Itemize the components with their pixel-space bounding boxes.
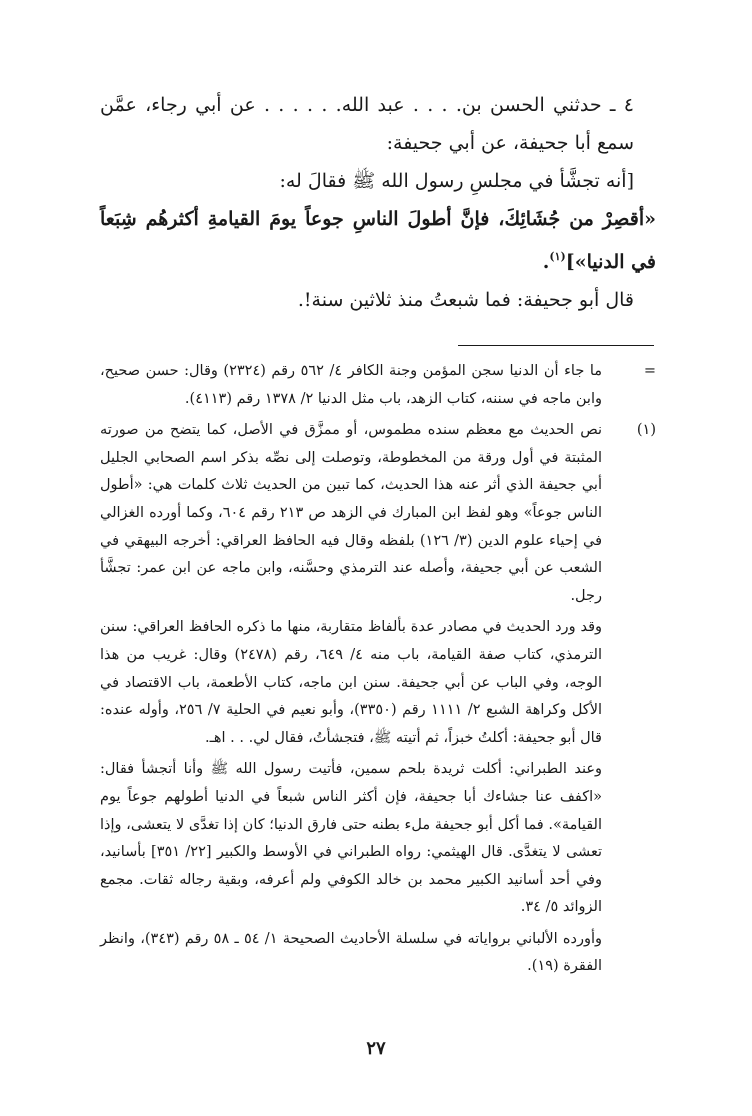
footnote-1-paragraph: وقد ورد الحديث في مصادر عدة بألفاظ متقاربة، منها ما ذكره الحافظ العراقي: سنن الترمذي، كتاب صفة القيامة، باب منه ٤/ ٦٤٩، رقم (٢٤٧٨) وقال: غريب من هذا الوجه، وفي الباب عن أبي جحيفة. سنن ابن ماجه، كتاب الأطعمة، باب الاقتصاد في الأكل وكراهة الشبع ٢/ ١١١١ رقم (٣٣٥٠)، وأبو نعيم في الحلية ٧/ ٢٥٦، وأوله عنده: قال أبو جحيفة: أكلتُ خبزاً، ثم أتيته ﷺ، فتجشأتُ، فقال لي. . . اهـ. <box>100 619 603 746</box>
footnote-continuation-marker: = <box>643 363 656 379</box>
footnote-1 <box>100 417 656 981</box>
main-text <box>100 86 656 319</box>
hadith-matn <box>100 200 656 281</box>
footnote-1-marker: (١) <box>636 422 656 439</box>
footnote-continuation-text: ما جاء أن الدنيا سجن المؤمن وجنة الكافر ٤/ ٥٦٢ رقم (٢٣٢٤) وقال: حسن صحيح، وابن ماجه في سننه، كتاب الزهد، باب مثل الدنيا ٢/ ١٣٧٨ رقم (٤١١٣). <box>100 363 603 407</box>
footnotes <box>100 358 656 985</box>
footnote-ref[interactable]: (١) <box>549 250 566 263</box>
footnote-1-paragraph: وعند الطبراني: أكلت ثريدة بلحم سمين، فأتيت رسول الله ﷺ وأنا أتجشأ فقال: «اكفف عنا جشاءك أبا جحيفة، فإن أكثر الناس شبعاً في الدنيا أطولهم جوعاً يوم القيامة». فما أكل أبو جحيفة ملء بطنه حتى فارق الدنيا؛ كان إذا تغدَّى لا يتعشى، وإذا تعشى لا يتغدَّى. قال الهيثمي: رواه الطبراني في الأوسط والكبير [٢٢/ ٣٥١] بأسانيد، وفي أحد أسانيد الكبير محمد بن خالد الكوفي ولم أعرفه، وبقية رجاله ثقات. مجمع الزوائد ٥/ ٣٤. <box>100 761 602 916</box>
footnote-separator <box>458 345 654 346</box>
page-number: ٢٧ <box>366 1038 386 1059</box>
hadith-matn-text: «أقصِرْ من جُشَائِكَ، فإنَّ أطولَ الناسِ جوعاً يومَ القيامةِ أكثرهُم شِبَعاً في الدنيا»] <box>100 208 656 273</box>
hadith-matn-end: . <box>542 251 550 273</box>
hadith-block <box>100 86 656 319</box>
hadith-comment: قال أبو جحيفة: فما شبعتُ منذ ثلاثين سنة!. <box>297 289 634 311</box>
footnote-1-paragraph: نص الحديث مع معظم سنده مطموس، أو ممزَّق في الأصل، كما يتضح من صورته المثبتة في أول ورقة من المخطوطة، وتوصلت إلى نصِّه بذكر اسم الصحابي الجليل أبي جحيفة الذي أثر عنه هذا الحديث، كما تبين من الحديث ثلاث كلمات هي: «أطول الناس جوعاً» وهو لفظ ابن المبارك في الزهد ص ٢١٣ رقم ٦٠٤، وكما أورده الغزالي في إحياء علوم الدين (٣/ ١٢٦) بلفظه وقال فيه الحافظ العراقي: أخرجه البيهقي في الشعب عن أبي جحيفة، وأصله عند الترمذي وحسَّنه، وابن ماجه عن ابن عمر: تجشَّأ رجل. <box>100 422 603 604</box>
hadith-narration: [أنه تجشَّأ في مجلسِ رسول الله ﷺ فقالَ له: <box>279 170 634 192</box>
hadith-isnad: ٤ ـ حدثني الحسن بن. . . . عبد الله. . . . . . عن أبي رجاء، عمَّن سمع أبا جحيفة، عن أبي جحيفة: <box>100 94 634 154</box>
footnote-1-paragraph: وأورده الألباني برواياته في سلسلة الأحاديث الصحيحة ١/ ٥٤ ـ ٥٨ رقم (٣٤٣)، وانظر الفقرة (١٩). <box>100 930 603 975</box>
footnote-continuation <box>100 358 656 413</box>
